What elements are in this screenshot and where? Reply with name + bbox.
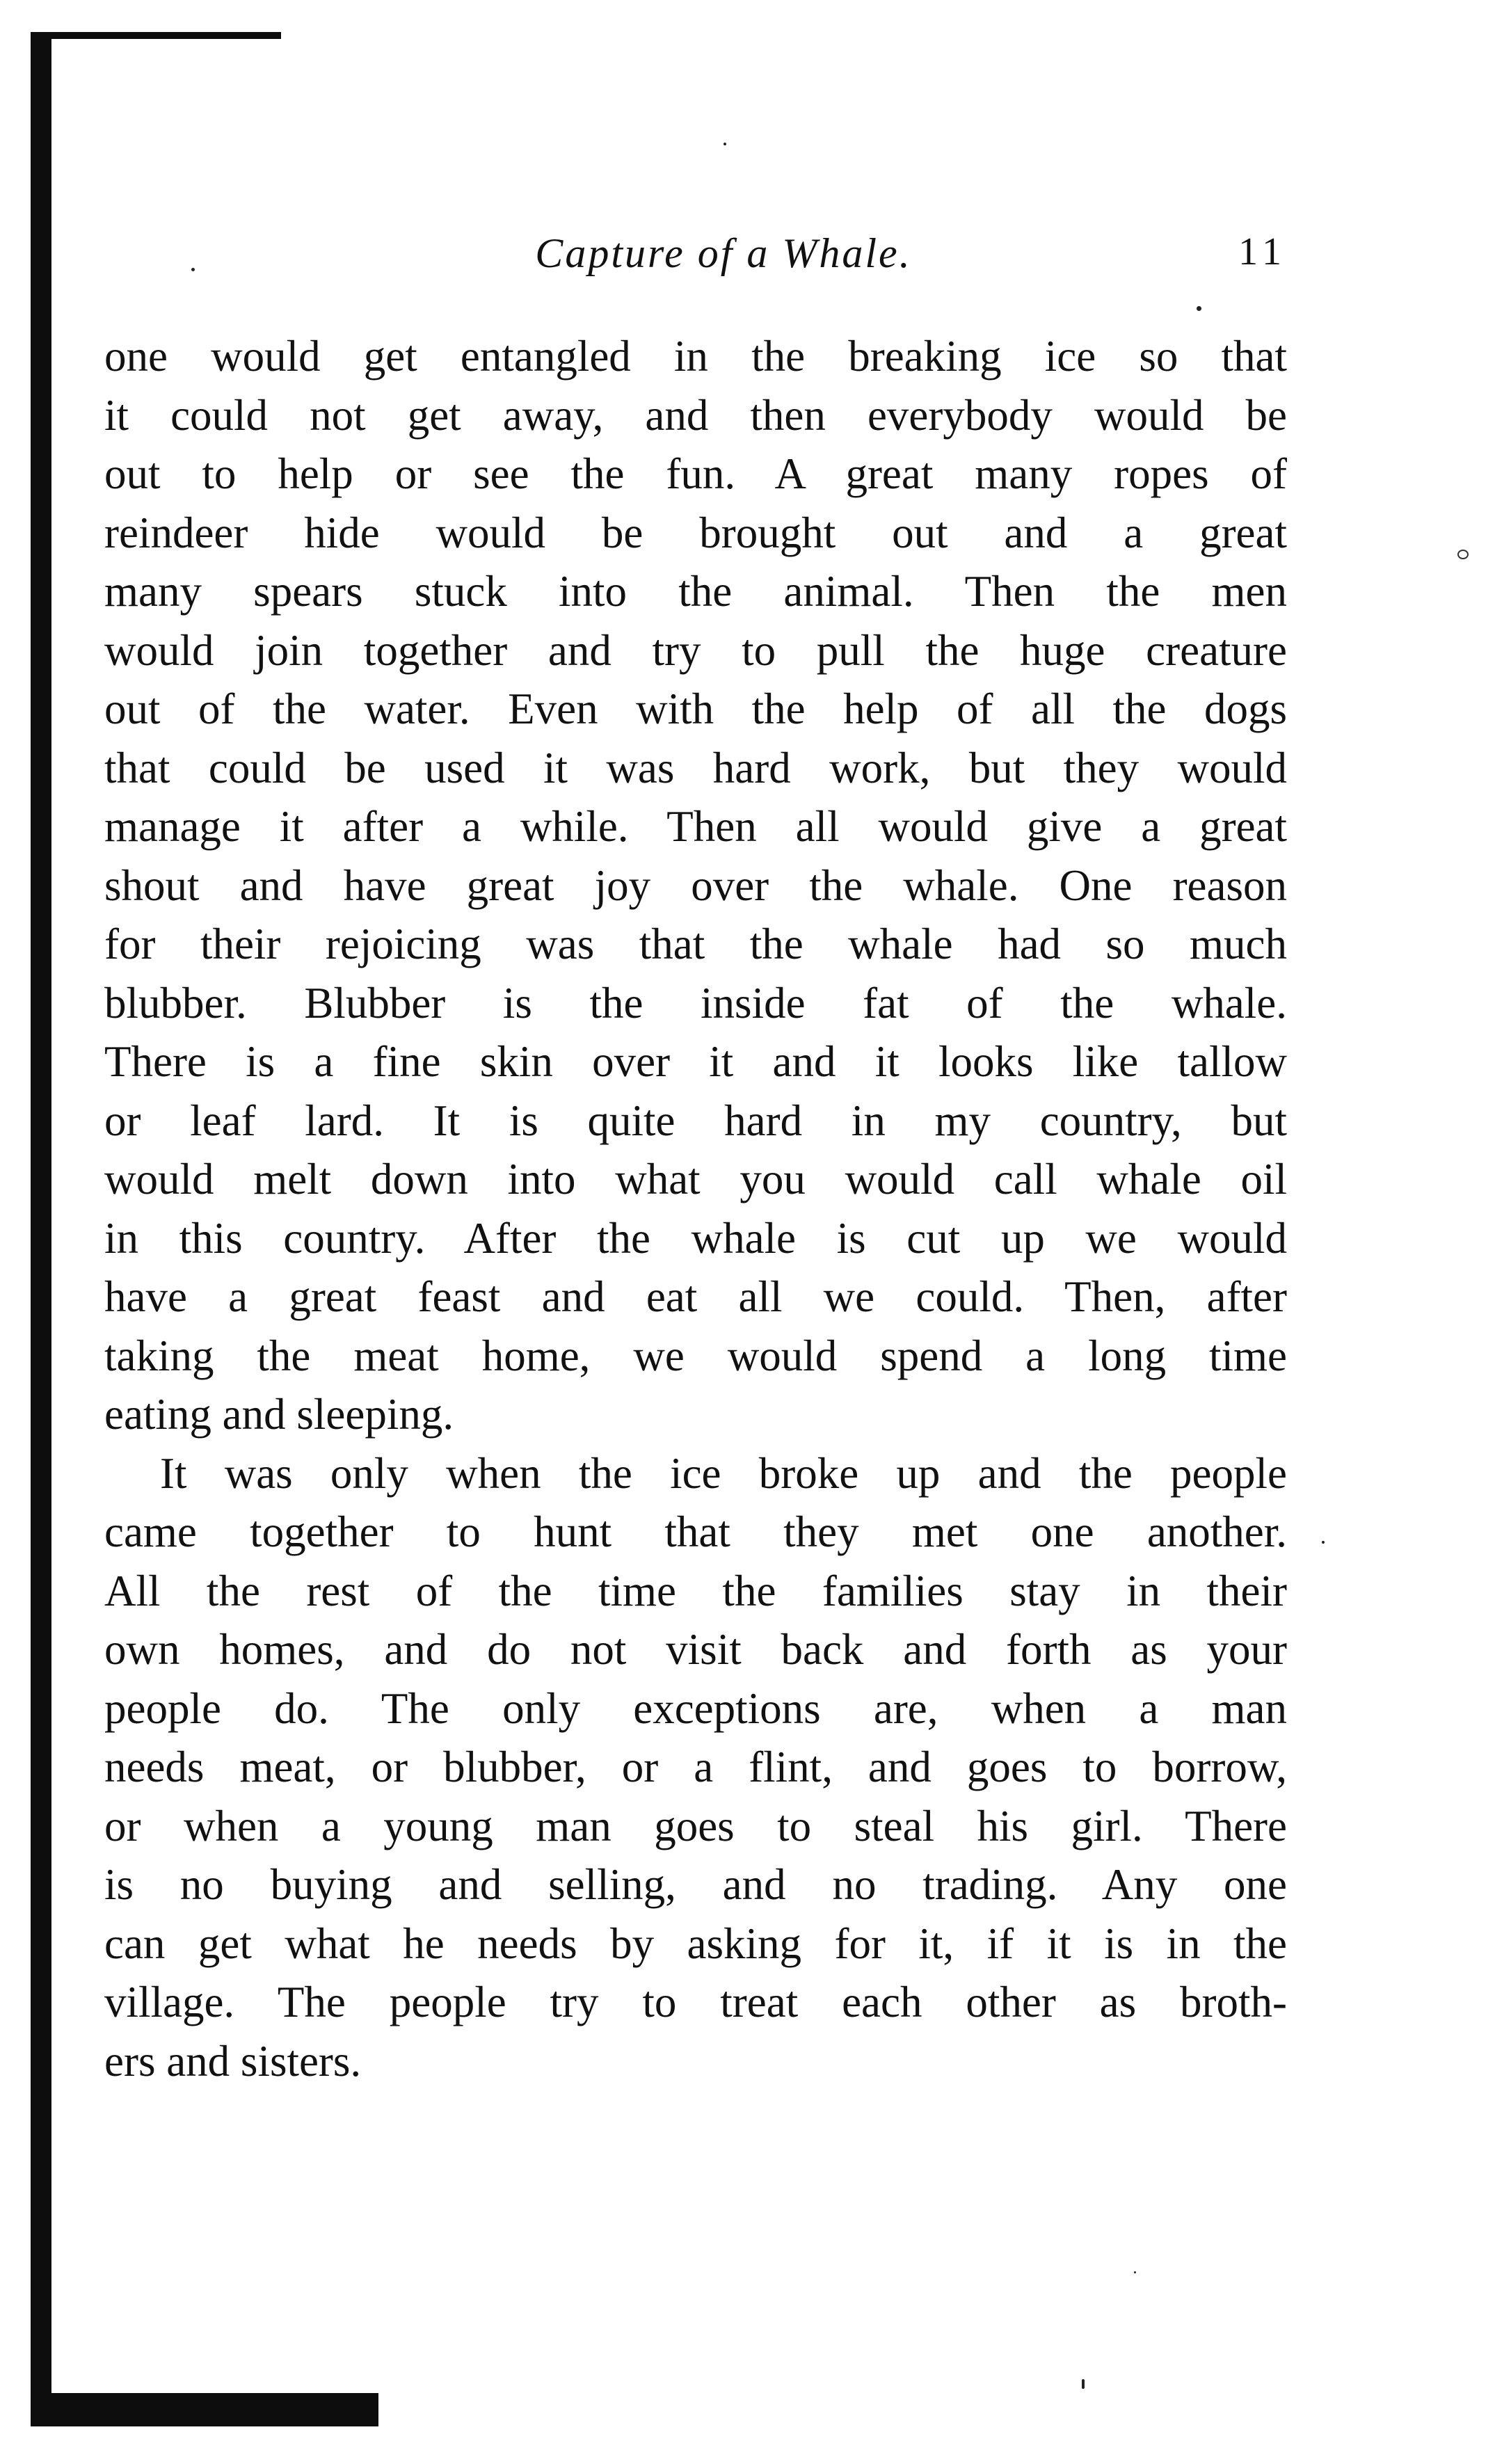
text-line: would join together and try to pull the huge creature: [104, 625, 1287, 675]
paragraph: [104, 1444, 1287, 2091]
text-line: one would get entangled in the breaking ice so that: [104, 332, 1287, 381]
text-line: shout and have great joy over the whale. One reason: [104, 861, 1287, 910]
text-line: would melt down into what you would call whale oil: [104, 1155, 1287, 1203]
scan-speck: [1134, 2271, 1136, 2273]
text-line: in this country. After the whale is cut up we would: [104, 1213, 1287, 1263]
text-line: came together to hunt that they met one another.: [104, 1507, 1287, 1556]
text-line: or leaf lard. It is quite hard in my country, but: [104, 1096, 1287, 1145]
scan-speck: [1457, 550, 1469, 559]
binding-edge: [31, 35, 51, 2421]
text-line: for their rejoicing was that the whale had so much: [104, 920, 1287, 968]
text-line: blubber. Blubber is the inside fat of the whale.: [104, 978, 1287, 1027]
text-line: it could not get away, and then everybody would be: [104, 390, 1287, 440]
text-line: can get what he needs by asking for it, if it is in the: [104, 1919, 1287, 1968]
text-line: that could be used it was hard work, but they would: [104, 743, 1287, 792]
scan-speck: [1322, 1541, 1325, 1544]
text-line: people do. The only exceptions are, when a man: [104, 1683, 1287, 1733]
scan-speck: [723, 143, 726, 145]
text-line: needs meat, or blubber, or a flint, and goes to borrow,: [104, 1743, 1287, 1791]
text-line: It was only when the ice broke up and the people: [160, 1448, 1287, 1498]
binding-top-rule: [31, 32, 281, 39]
text-line: manage it after a while. Then all would give a great: [104, 802, 1287, 851]
paragraph: [104, 327, 1287, 1444]
scan-speck: [1082, 2379, 1085, 2389]
text-line: out to help or see the fun. A great many ropes of: [104, 449, 1287, 498]
text-line: or when a young man goes to steal his girl. There: [104, 1801, 1287, 1850]
text-line: is no buying and selling, and no trading. Any one: [104, 1860, 1287, 1909]
binding-bottom-rule: [31, 2393, 378, 2426]
page-number: 11: [1238, 230, 1287, 273]
text-line: All the rest of the time the families stay in their: [104, 1566, 1287, 1615]
text-line: village. The people try to treat each other as broth-: [104, 1978, 1287, 2026]
text-line: out of the water. Even with the help of all the dogs: [104, 685, 1287, 733]
text-line: many spears stuck into the animal. Then the men: [104, 567, 1287, 616]
text-line: taking the meat home, we would spend a long time: [104, 1331, 1287, 1380]
scan-speck: [1197, 306, 1201, 311]
text-line: eating and sleeping.: [104, 1390, 454, 1439]
text-line: have a great feast and eat all we could. Then, after: [104, 1272, 1287, 1321]
text-line: ers and sisters.: [104, 2036, 362, 2086]
text-line: own homes, and do not visit back and forth as your: [104, 1625, 1287, 1674]
running-title: Capture of a Whale.: [535, 230, 912, 276]
text-line: There is a fine skin over it and it looks like tallow: [104, 1037, 1287, 1086]
page-header: [104, 230, 1287, 285]
text-line: reindeer hide would be brought out and a great: [104, 508, 1287, 557]
body-text: [104, 327, 1287, 2090]
